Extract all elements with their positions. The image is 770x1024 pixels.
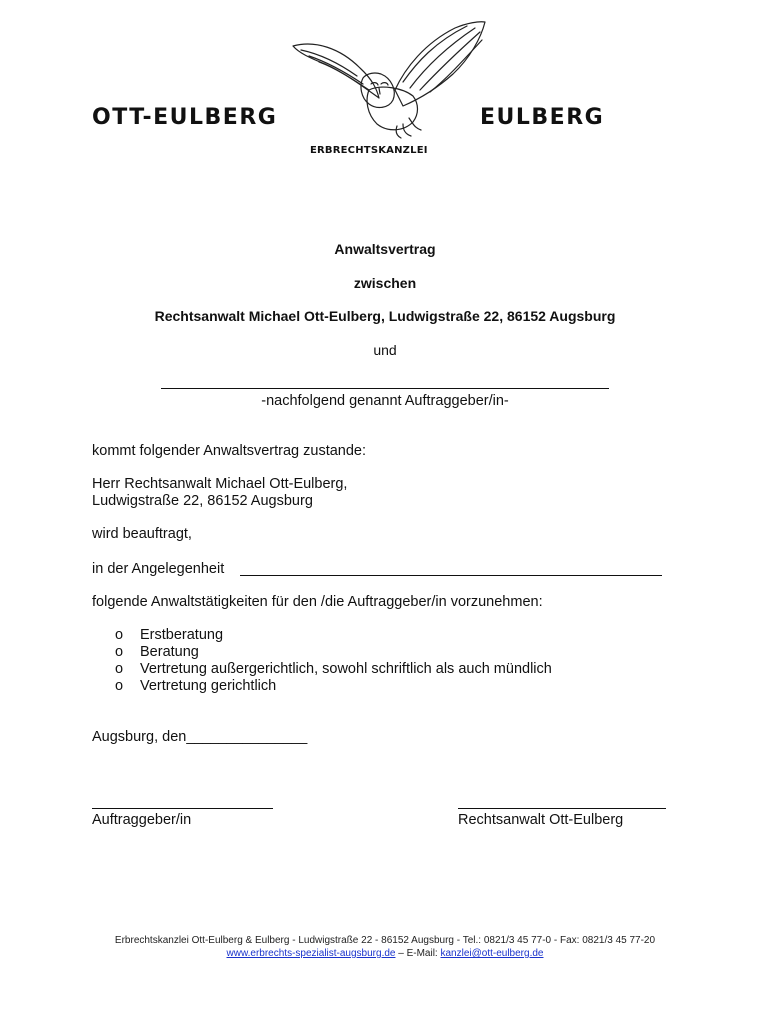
- firm-subtitle: ERBRECHTSKANZLEI: [310, 145, 428, 156]
- letterhead: [0, 0, 770, 170]
- bullet-circle-icon: o: [115, 678, 124, 694]
- email-link[interactable]: kanzlei@ott-eulberg.de: [440, 948, 544, 959]
- party1: Rechtsanwalt Michael Ott-Eulberg, Ludwigstraße 22, 86152 Augsburg: [154, 308, 616, 324]
- and-label: und: [373, 342, 397, 358]
- brand-left: OTT-EULBERG: [92, 105, 278, 130]
- bullet-circle-icon: o: [115, 644, 124, 660]
- lawyer-signature-label: Rechtsanwalt Ott-Eulberg: [458, 812, 624, 828]
- lawyer-address: Ludwigstraße 22, 86152 Augsburg: [92, 493, 313, 509]
- bullet-circle-icon: o: [115, 661, 124, 677]
- owl-icon: [285, 18, 490, 143]
- list-item: o Erstberatung: [92, 627, 652, 644]
- lawyer-signature-line[interactable]: [458, 808, 666, 809]
- footer-separator: – E-Mail:: [395, 948, 441, 959]
- client-signature-label: Auftraggeber/in: [92, 812, 192, 828]
- activities-list: [92, 627, 652, 695]
- intro-text: kommt folgender Anwaltsvertrag zustande:: [92, 443, 367, 459]
- matter-field[interactable]: [240, 575, 662, 576]
- footer-address: Erbrechtskanzlei Ott-Eulberg & Eulberg - Ludwigstraße 22 - 86152 Augsburg - Tel.: 0821/3 45 77-0 - Fax: 0821/3 45 77-20: [114, 935, 656, 946]
- between-label: zwischen: [353, 275, 417, 291]
- footer-contact: [0, 948, 770, 959]
- place-date: Augsburg, den_______________: [92, 729, 308, 745]
- commissioned-text: wird beauftragt,: [92, 526, 192, 542]
- list-item: o Beratung: [92, 644, 652, 661]
- contract-title: Anwaltsvertrag: [334, 241, 436, 257]
- party2-field[interactable]: [161, 388, 609, 389]
- client-signature-line[interactable]: [92, 808, 273, 809]
- brand-right: EULBERG: [480, 105, 605, 130]
- list-item: o Vertretung außergerichtlich, sowohl schriftlich als auch mündlich: [92, 661, 652, 678]
- lawyer-name: Herr Rechtsanwalt Michael Ott-Eulberg,: [92, 476, 348, 492]
- matter-label: in der Angelegenheit: [92, 561, 225, 577]
- website-link[interactable]: www.erbrechts-spezialist-augsburg.de: [226, 948, 396, 959]
- list-item: o Vertretung gerichtlich: [92, 678, 652, 695]
- activities-intro: folgende Anwaltstätigkeiten für den /die Auftraggeber/in vorzunehmen:: [92, 594, 543, 610]
- bullet-circle-icon: o: [115, 627, 124, 643]
- party2-label: -nachfolgend genannt Auftraggeber/in-: [261, 393, 509, 409]
